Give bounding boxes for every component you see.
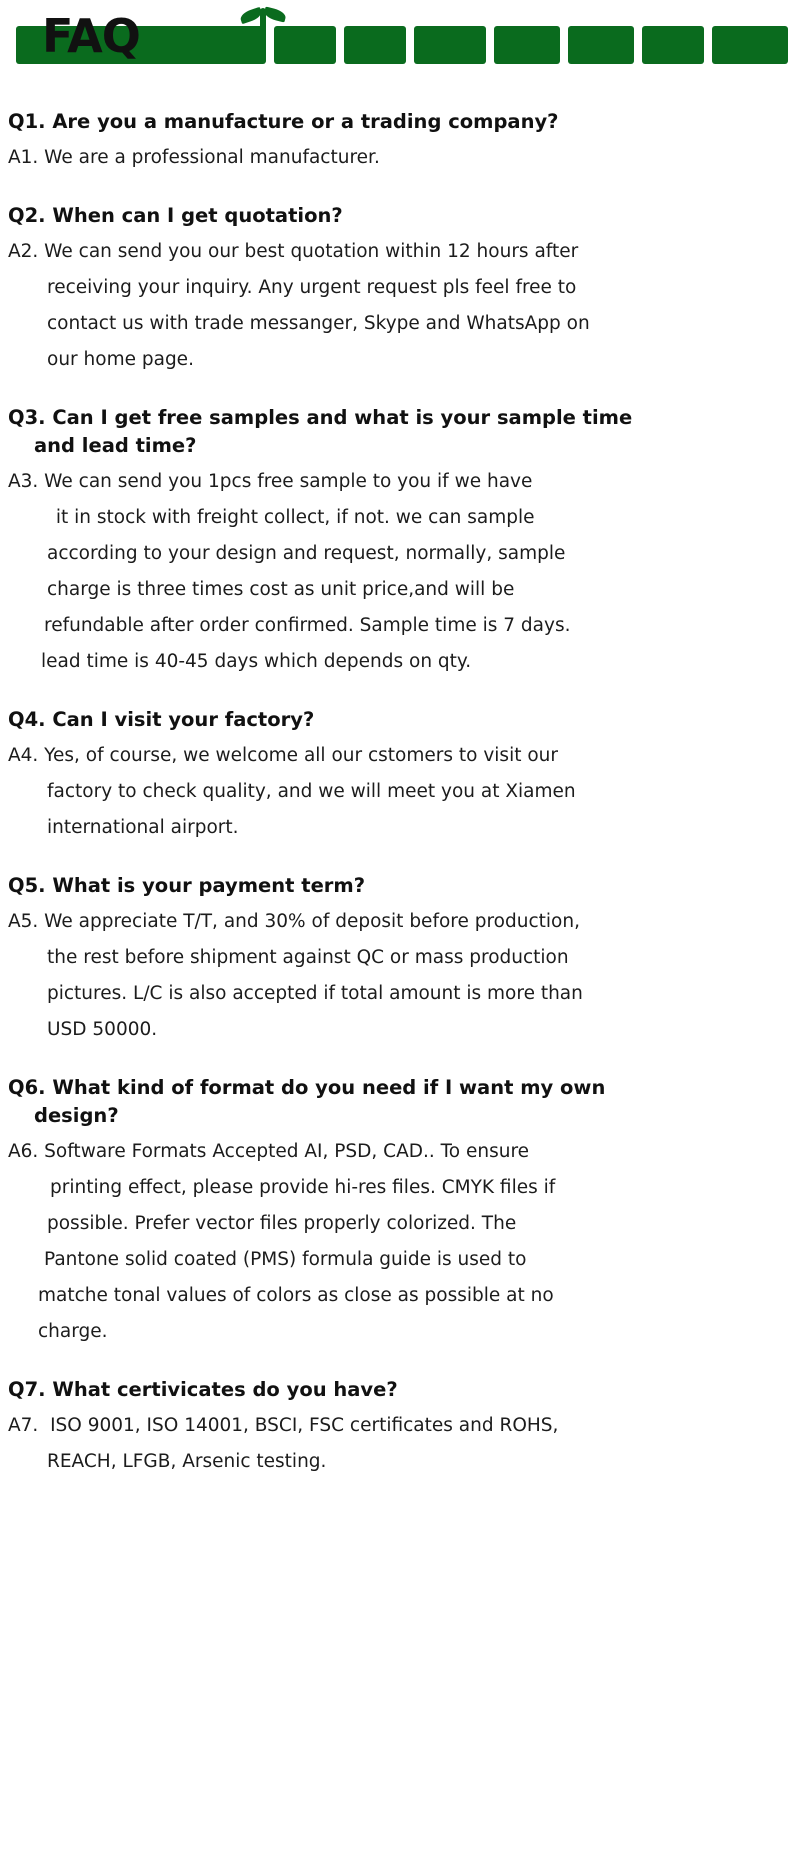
- faq-question-line: Q6. What kind of format do you need if I want my own: [8, 1076, 606, 1099]
- faq-answer-line: matche tonal values of colors as close as possible at no: [38, 1285, 554, 1306]
- faq-question-line: Q7. What certivicates do you have?: [8, 1378, 398, 1401]
- faq-answer-line: REACH, LFGB, Arsenic testing.: [47, 1451, 327, 1472]
- faq-answer-line: our home page.: [47, 349, 194, 370]
- faq-question: [8, 1376, 782, 1404]
- faq-item: [8, 108, 782, 176]
- faq-answer-line: contact us with trade messanger, Skype and WhatsApp on: [47, 313, 590, 334]
- faq-answer-line: A2. We can send you our best quotation within 12 hours after: [8, 241, 579, 262]
- faq-answer: [8, 1134, 782, 1350]
- faq-item: [8, 404, 782, 680]
- faq-answer-line: it in stock with freight collect, if not. we can sample: [50, 507, 535, 528]
- faq-item: [8, 706, 782, 846]
- faq-answer: [8, 1408, 782, 1480]
- faq-header-banner: [8, 8, 782, 70]
- faq-page: [0, 8, 790, 1526]
- faq-answer-line: A7. ISO 9001, ISO 14001, BSCI, FSC certificates and ROHS,: [8, 1415, 559, 1436]
- leaf-icon: [263, 7, 287, 23]
- faq-item: [8, 202, 782, 378]
- faq-question: [8, 404, 782, 460]
- faq-answer-line: A4. Yes, of course, we welcome all our cstomers to visit our: [8, 745, 558, 766]
- faq-question: [8, 1074, 782, 1130]
- faq-question-line: Q1. Are you a manufacture or a trading company?: [8, 110, 559, 133]
- faq-item: [8, 1074, 782, 1350]
- faq-answer-line: possible. Prefer vector files properly colorized. The: [47, 1213, 517, 1234]
- faq-item: [8, 1376, 782, 1480]
- faq-question: [8, 706, 782, 734]
- faq-list: [8, 108, 782, 1480]
- faq-answer-line: A6. Software Formats Accepted AI, PSD, CAD.. To ensure: [8, 1141, 530, 1162]
- faq-answer-line: Pantone solid coated (PMS) formula guide is used to: [44, 1249, 527, 1270]
- faq-answer-line: lead time is 40-45 days which depends on qty.: [41, 651, 472, 672]
- faq-answer-line: A5. We appreciate T/T, and 30% of deposit before production,: [8, 911, 580, 932]
- faq-question: [8, 108, 782, 136]
- faq-answer: [8, 234, 782, 378]
- faq-question-line: Q2. When can I get quotation?: [8, 204, 343, 227]
- faq-answer-line: factory to check quality, and we will meet you at Xiamen: [47, 781, 576, 802]
- faq-answer: [8, 738, 782, 846]
- faq-answer-line: A3. We can send you 1pcs free sample to you if we have: [8, 471, 533, 492]
- faq-answer: [8, 464, 782, 680]
- faq-question-line: Q3. Can I get free samples and what is your sample time: [8, 406, 633, 429]
- faq-question: [8, 872, 782, 900]
- faq-answer-line: international airport.: [47, 817, 239, 838]
- faq-answer-line: the rest before shipment against QC or mass production: [47, 947, 569, 968]
- page-title: FAQ: [42, 9, 140, 63]
- faq-question: [8, 202, 782, 230]
- faq-answer-line: pictures. L/C is also accepted if total amount is more than: [47, 983, 583, 1004]
- faq-item: [8, 872, 782, 1048]
- faq-answer-line: USD 50000.: [47, 1019, 158, 1040]
- faq-question-line: design?: [34, 1104, 119, 1127]
- faq-answer-line: according to your design and request, normally, sample: [47, 543, 566, 564]
- faq-question-line: Q5. What is your payment term?: [8, 874, 366, 897]
- faq-question-line: and lead time?: [34, 434, 197, 457]
- faq-answer-line: A1. We are a professional manufacturer.: [8, 147, 380, 168]
- faq-answer-line: receiving your inquiry. Any urgent request pls feel free to: [47, 277, 577, 298]
- faq-answer-line: refundable after order confirmed. Sample time is 7 days.: [44, 615, 571, 636]
- faq-question-line: Q4. Can I visit your factory?: [8, 708, 315, 731]
- faq-answer: [8, 904, 782, 1048]
- faq-answer-line: charge.: [38, 1321, 108, 1342]
- faq-answer-line: charge is three times cost as unit price,and will be: [47, 579, 515, 600]
- faq-answer-line: printing effect, please provide hi-res files. CMYK files if: [50, 1177, 556, 1198]
- faq-answer: [8, 140, 782, 176]
